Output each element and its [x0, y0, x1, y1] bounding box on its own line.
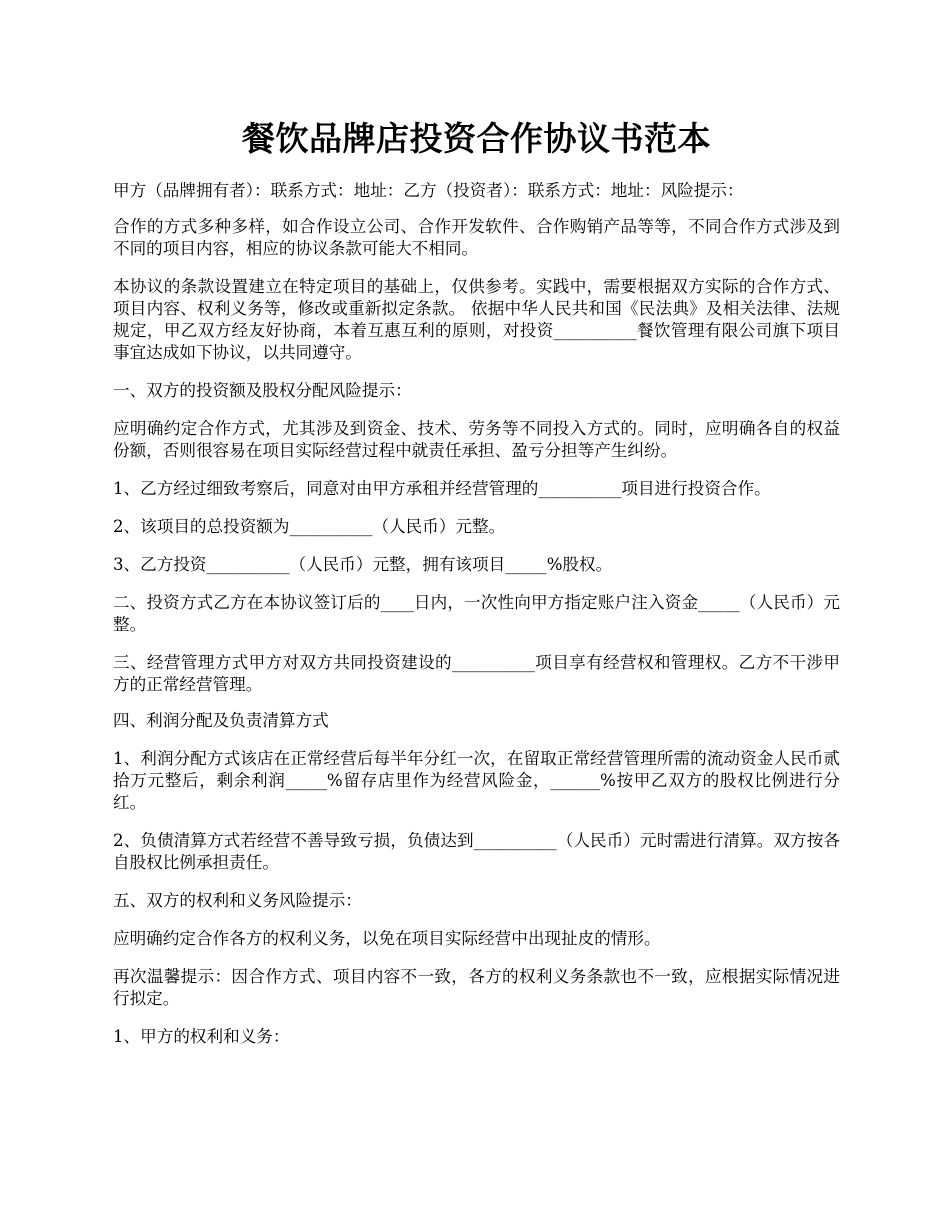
section-heading-rights: 五、双方的权利和义务风险提示： — [113, 891, 362, 910]
section-heading-investment: 一、双方的投资额及股权分配风险提示： — [113, 381, 412, 400]
risk-note-investment: 应明确约定合作方式，尤其涉及到资金、技术、劳务等不同投入方式的。同时，应明确各自的权益份额，否则很容易在项目实际经营过程中就责任承担、盈亏分担等产生纠纷。 — [113, 419, 840, 460]
clause-1-3: 3、乙方投资__________（人民币）元整，拥有该项目_____%股权。 — [113, 555, 613, 574]
section-heading-profit: 四、利润分配及负责清算方式 — [113, 711, 329, 730]
clause-5-1: 1、甲方的权利和义务： — [113, 1027, 290, 1046]
clause-4-1: 1、利润分配方式该店在正常经营后每半年分红一次，在留取正常经营管理所需的流动资金人民币贰拾万元整后，剩余利润_____%留存店里作为经营风险金，______%按甲乙双方的股权比例进行分红。 — [113, 749, 840, 812]
risk-note-cooperation: 合作的方式多种多样，如合作设立公司、合作开发软件、合作购销产品等等，不同合作方式涉及到不同的项目内容，相应的协议条款可能大不相同。 — [113, 217, 840, 258]
section-investment-method: 二、投资方式乙方在本协议签订后的____日内，一次性向甲方指定账户注入资金_____（人民币）元整。 — [113, 593, 840, 634]
section-management-method: 三、经营管理方式甲方对双方共同投资建设的__________项目享有经营权和管理权。乙方不干涉甲方的正常经营管理。 — [113, 653, 840, 694]
document-title: 餐饮品牌店投资合作协议书范本 — [242, 119, 711, 158]
reminder-paragraph: 再次温馨提示：因合作方式、项目内容不一致，各方的权利义务条款也不一致，应根据实际情况进行拟定。 — [113, 967, 840, 1008]
clause-4-2: 2、负债清算方式若经营不善导致亏损，负债达到__________（人民币）元时需进行清算。双方按各自股权比例承担责任。 — [113, 831, 840, 872]
parties-line: 甲方（品牌拥有者）：联系方式：地址：乙方（投资者）：联系方式：地址：风险提示： — [113, 181, 744, 200]
risk-note-rights: 应明确约定合作各方的权利义务，以免在项目实际经营中出现扯皮的情形。 — [113, 929, 661, 948]
clause-1-2: 2、该项目的总投资额为__________（人民币）元整。 — [113, 517, 506, 536]
clause-1-1: 1、乙方经过细致考察后，同意对由甲方承租并经营管理的__________项目进行投资合作。 — [113, 479, 771, 498]
document-page — [113, 0, 840, 1048]
preamble-paragraph: 本协议的条款设置建立在特定项目的基础上，仅供参考。实践中，需要根据双方实际的合作方式、项目内容、权利义务等，修改或重新拟定条款。 依据中华人民共和国《民法典》及相关法律、法规规定，甲乙双方经友好协商，本着互惠互利的原则，对投资__________餐饮管理有限公司旗下项目事宜达成如下协议，以共同遵守。 — [113, 277, 840, 362]
